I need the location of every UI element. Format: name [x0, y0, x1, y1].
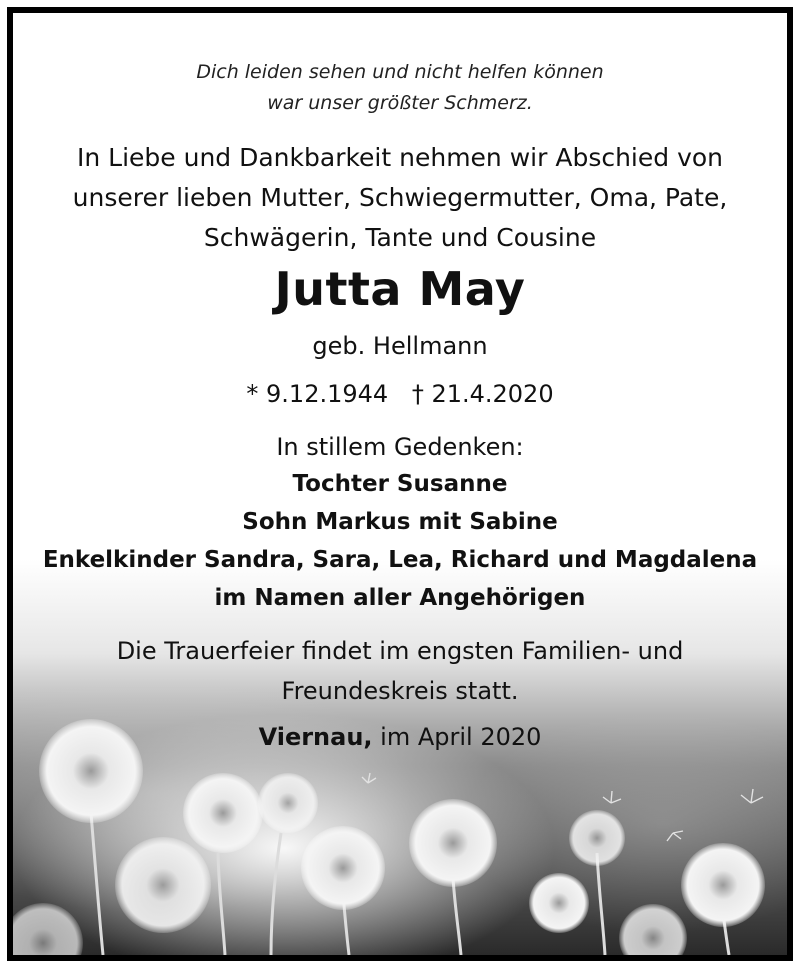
mourners-heading: In stillem Gedenken:	[276, 433, 524, 461]
date-text: im April 2020	[372, 723, 542, 751]
place-and-date	[13, 719, 787, 755]
birth-date: * 9.12.1944	[246, 380, 389, 408]
mourners-list	[13, 465, 787, 617]
motto-line: war unser größter Schmerz.	[267, 92, 533, 114]
mourner-line: Tochter Susanne	[292, 471, 508, 497]
life-dates	[13, 377, 787, 411]
mourner-line: Enkelkinder Sandra, Sara, Lea, Richard und Magdalena	[42, 547, 758, 573]
mourner-line: im Namen aller Angehörigen	[214, 585, 586, 611]
place-name: Viernau,	[258, 723, 373, 751]
death-date: † 21.4.2020	[411, 380, 554, 408]
intro-line: unserer lieben Mutter, Schwiegermutter, Oma, Pate,	[72, 183, 728, 212]
motto-verse	[13, 57, 787, 119]
mourner-line: Sohn Markus mit Sabine	[242, 509, 558, 535]
deceased-name: Jutta May	[274, 262, 526, 316]
obituary-frame	[7, 7, 793, 961]
notice-line: Freundeskreis statt.	[281, 677, 519, 705]
intro-text	[13, 138, 787, 258]
notice-line: Die Trauerfeier findet im engsten Familien- und	[116, 637, 684, 665]
funeral-notice	[13, 631, 787, 711]
birth-name: geb. Hellmann	[312, 332, 488, 360]
intro-line: In Liebe und Dankbarkeit nehmen wir Abschied von	[76, 143, 724, 172]
intro-line: Schwägerin, Tante und Cousine	[203, 223, 597, 252]
motto-line: Dich leiden sehen und nicht helfen können	[196, 61, 604, 83]
